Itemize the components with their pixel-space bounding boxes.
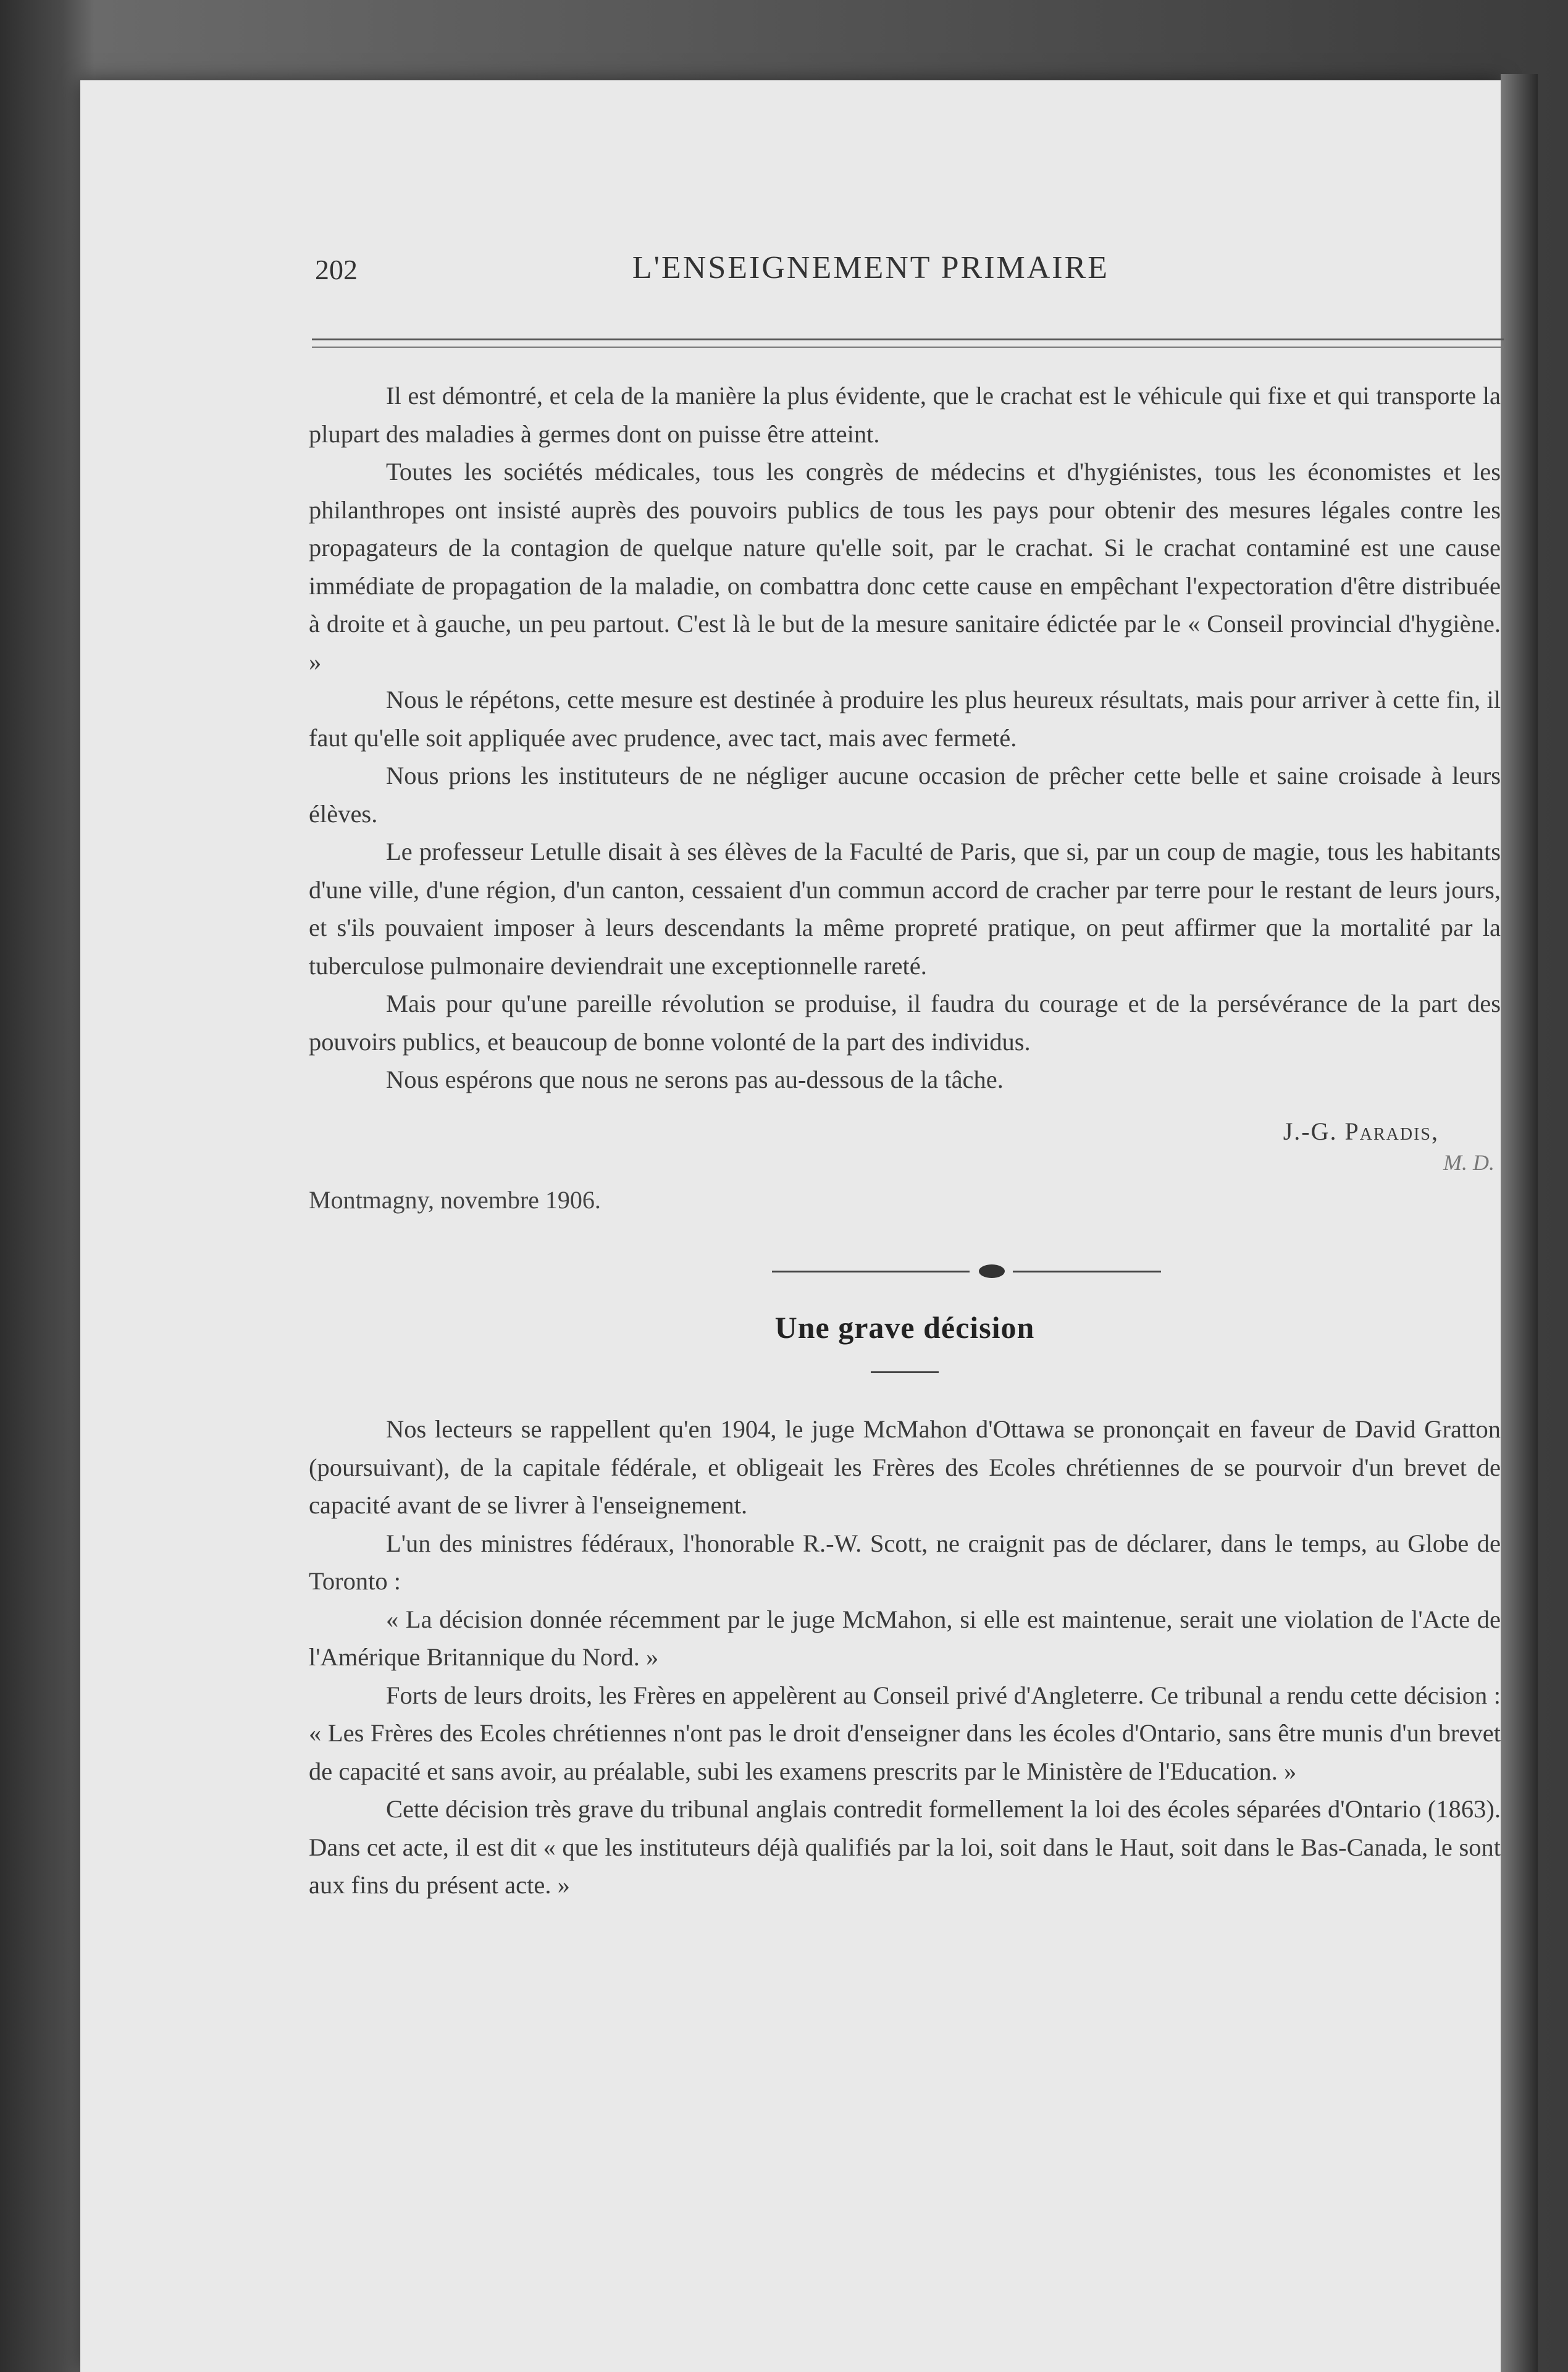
paragraph: L'un des ministres fédéraux, l'honorable R.-W. Scott, ne craignit pas de déclarer, dans le temps, au Globe de Toronto : [309,1529,1501,1595]
paragraph: Mais pour qu'une pareille révolution se produise, il faudra du courage et de la persévérance de la part des pouvoirs publics, et beaucoup de bonne volonté de la part des individus. [309,990,1501,1056]
paragraph: Le professeur Letulle disait à ses élèves de la Faculté de Paris, que si, par un coup de magie, tous les habitants d'une ville, d'une région, d'un canton, cessaient d'un commun accord de cracher par terre pour le restant de leurs jours, et s'ils pouvaient imposer à leurs descendants la même propreté pratique, on peut affirmer que la mortalité par la tuberculose pulmonaire deviendrait une exceptionnelle rareté. [309,838,1501,980]
page-header [235,250,1507,303]
article-crachat [309,377,1501,1219]
page-edge-shadow [1501,74,1538,2372]
dateline: Montmagny, novembre 1906. [309,1186,601,1214]
page-number: 202 [315,254,358,285]
author-title: M. D. [1443,1150,1495,1175]
ornament-center [979,1264,1005,1278]
title-rule [871,1371,939,1373]
paragraph: Nous espérons que nous ne serons pas au-dessous de la tâche. [386,1066,1004,1093]
paragraph: Forts de leurs droits, les Frères en appelèrent au Conseil privé d'Angleterre. Ce tribunal a rendu cette décision : « Les Frères des Ecoles chrétiennes n'ont pas le droit d'enseigner dans les écoles d'Ontario, sans être munis d'un brevet de capacité et sans avoir, au préalable, subi les examens prescrits par le Ministère de l'Education. » [309,1681,1501,1785]
paragraph: « La décision donnée récemment par le juge McMahon, si elle est maintenue, serait une violation de l'Acte de l'Amérique Britannique du Nord. » [309,1605,1501,1671]
author-name: J.-G. Paradis, [1283,1117,1439,1145]
ornament-line-right [1013,1271,1161,1272]
section-title: Une grave décision [774,1310,1035,1345]
paragraph: Cette décision très grave du tribunal anglais contredit formellement la loi des écoles séparées d'Ontario (1863). Dans cet acte, il est dit « que les instituteurs déjà qualifiés par la loi, soit dans le Haut, soit dans le Bas-Canada, le sont aux fins du présent acte. » [309,1795,1501,1899]
section-ornament [309,1253,1501,1290]
paragraph: Nous le répétons, cette mesure est destinée à produire les plus heureux résultats, mais pour arriver à cette fin, il faut qu'elle soit appliquée avec prudence, avec tact, mais avec fermeté. [309,686,1501,752]
ornament-line-left [772,1271,970,1272]
header-rule [312,339,1504,348]
article-grave-decision [309,1309,1501,1904]
paragraph: Toutes les sociétés médicales, tous les congrès de médecins et d'hygiénistes, tous les économistes et les philanthropes ont insisté auprès des pouvoirs publics de tous les pays pour obtenir des mesures légales contre les propagateurs de la contagion de quelque nature qu'elle soit, par le crachat. Si le crachat contaminé est une cause immédiate de propagation de la maladie, on combattra donc cette cause en empêchant l'expectoration d'être distribuée à droite et à gauche, un peu partout. C'est là le but de la mesure sanitaire édictée par le « Conseil provincial d'hygiène. » [309,458,1501,676]
paragraph: Nous prions les instituteurs de ne négliger aucune occasion de prêcher cette belle et saine croisade à leurs élèves. [309,762,1501,828]
running-title: L'ENSEIGNEMENT PRIMAIRE [632,250,1110,285]
paragraph: Il est démontré, et cela de la manière la plus évidente, que le crachat est le véhicule qui fixe et qui transporte la plupart des maladies à germes dont on puisse être atteint. [309,382,1501,448]
page-body [309,377,1501,1904]
paragraph: Nos lecteurs se rappellent qu'en 1904, le juge McMahon d'Ottawa se prononçait en faveur de David Gratton (poursuivant), de la capitale fédérale, et obligeait les Frères des Ecoles chrétiennes de se pourvoir d'un brevet de capacité avant de se livrer à l'enseignement. [309,1415,1501,1519]
author-signature [309,1112,1501,1151]
